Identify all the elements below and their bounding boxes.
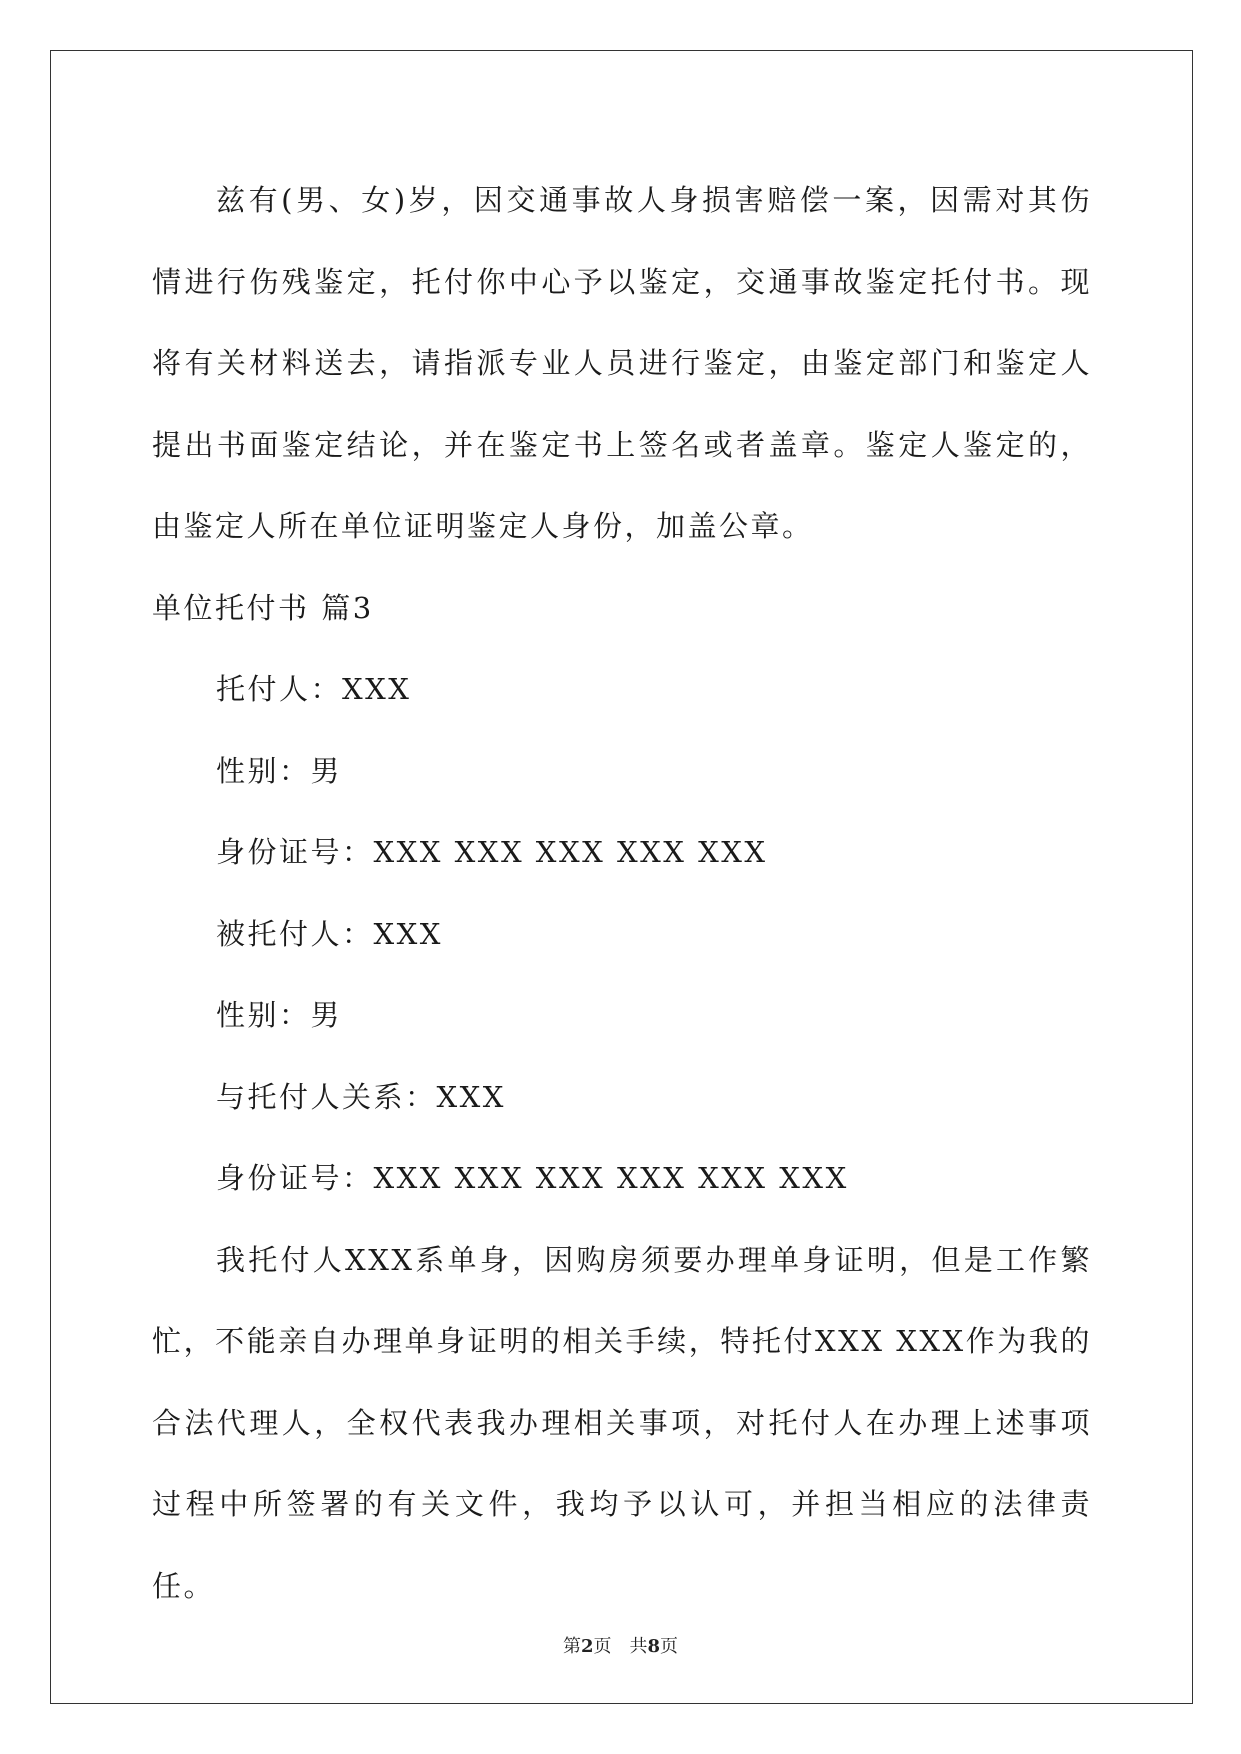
field-entrustee-id: 身份证号：XXX XXX XXX XXX XXX XXX [216,1161,849,1195]
paragraph-1: 兹有(男、女)岁，因交通事故人身损害赔偿一案，因需对其伤情进行伤残鉴定，托付你中心予以鉴定，交通事故鉴定托付书。现将有关材料送去，请指派专业人员进行鉴定，由鉴定部门和鉴定人提出书面鉴定结论，并在鉴定书上签名或者盖章。鉴定人鉴定的，由鉴定人所在单位证明鉴定人身份，加盖公章。 [152,183,1092,543]
field-entrustee: 被托付人：XXX [216,916,443,951]
footer-middle: 页 共 [593,1636,648,1657]
field-entrustor-gender: 性别：男 [216,753,343,788]
document-body [152,160,1092,1627]
page-footer [0,1632,1241,1658]
field-relationship: 与托付人关系：XXX [216,1079,506,1114]
field-entrustee-gender: 性别：男 [216,998,343,1032]
paragraph-2: 我托付人XXX系单身，因购房须要办理单身证明，但是工作繁忙，不能亲自办理单身证明的相关手续，特托付XXX XXX作为我的合法代理人，全权代表我办理相关事项，对托付人在办理上述事项过程中所签署的有关文件，我均予以认可，并担当相应的法律责任。 [152,1242,1092,1603]
footer-prefix: 第 [562,1636,581,1657]
footer-total-pages: 8 [647,1636,661,1657]
field-entrustor: 托付人：XXX [216,672,412,706]
section-title: 单位托付书 篇3 [152,590,374,625]
field-entrustor-id: 身份证号：XXX XXX XXX XXX XXX [216,835,768,869]
footer-suffix: 页 [660,1636,679,1657]
footer-page-number: 2 [580,1636,594,1657]
